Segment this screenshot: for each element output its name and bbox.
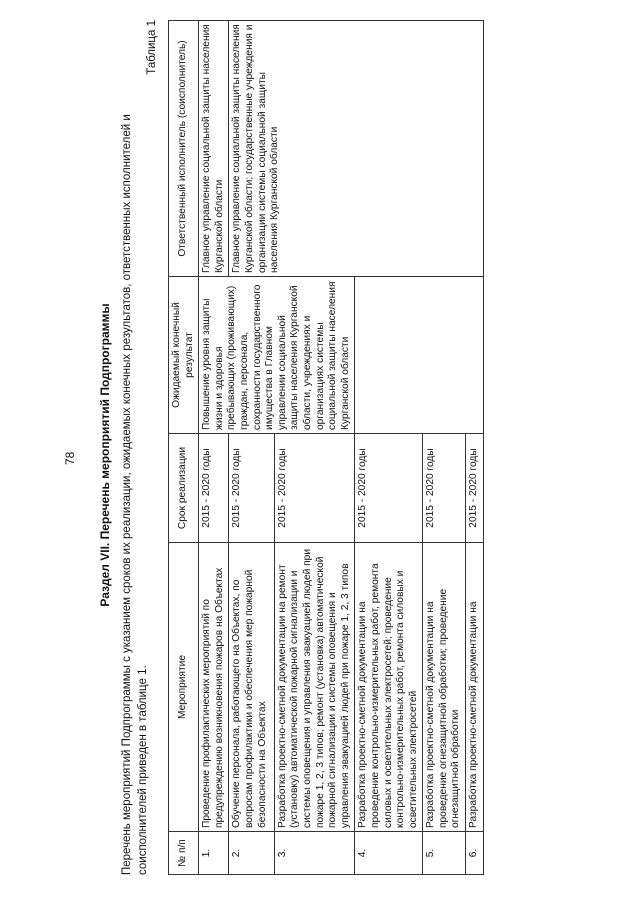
row-num: 3. — [274, 832, 355, 875]
row-num: 4. — [355, 832, 423, 875]
intro-paragraph: Перечень мероприятий Подпрограммы с указанием сроков их реализации, ожидаемых конечных результатов, ответственных исполнителей и соисполнителей приведен в таблице 1. — [121, 114, 149, 875]
header-result: Ожидаемый конечный результат — [169, 277, 199, 434]
row-period: 2015 - 2020 годы — [199, 434, 229, 543]
page-number: 78 — [63, 451, 77, 465]
table-row — [229, 21, 274, 875]
section-title: Раздел VII. Перечень мероприятий Подпрограммы — [98, 303, 112, 607]
header-period: Срок реализации — [169, 434, 199, 543]
row-activity: Разработка проектно-сметной документации на ремонт (установку) автоматической пожарной сигнализации и системы оповещения и управления эвакуацией людей при пожаре 1, 2, 3 типов; ремонт (установка) автоматической пожарной сигнализации и системы оповещения и управления эвакуацией людей при пожаре 1, 2, 3 типов — [274, 543, 355, 832]
table-row — [199, 21, 229, 875]
row-activity: Проведение профилактических мероприятий по предупреждению возникновения пожаров на Объектах — [199, 543, 229, 832]
table-header-row — [169, 21, 199, 875]
row-num: 6. — [466, 832, 484, 875]
header-activity: Мероприятие — [169, 543, 199, 832]
table-label: Таблица 1 — [146, 20, 158, 75]
row-activity: Разработка проектно-сметной документации на проведение огнезащитной обработки; проведение огнезащитной обработки — [423, 543, 466, 832]
row-activity: Обучение персонала, работающего на Объектах, по вопросам профилактики и обеспечения мер пожарной безопасности на Объектах — [229, 543, 274, 832]
row-activity: Разработка проектно-сметной документации на — [466, 543, 484, 832]
header-num: № п/п — [169, 832, 199, 875]
row-num: 5. — [423, 832, 466, 875]
row-period: 2015 - 2020 годы — [229, 434, 274, 543]
row-executor: Главное управление социальной защиты населения Курганской области — [199, 21, 229, 277]
row-period: 2015 - 2020 годы — [355, 434, 423, 543]
row-executor: Главное управление социальной защиты населения Курганской области; государственные учреждения и организации системы социальной защиты населения Курганской области — [229, 21, 483, 277]
row-period: 2015 - 2020 годы — [274, 434, 355, 543]
row-result: Повышение уровня защиты жизни и здоровья пребывающих (проживающих) граждан, персонала, сохранности государственного имущества в Главном управлении социальной защиты населения Курганской области, учреждениях и организациях системы социальной защиты населения Курганской области — [199, 277, 355, 434]
row-period: 2015 - 2020 годы — [466, 434, 484, 543]
row-result-empty — [355, 277, 483, 434]
row-period: 2015 - 2020 годы — [423, 434, 466, 543]
row-num: 1. — [199, 832, 229, 875]
header-executor: Ответственный исполнитель (соисполнитель) — [169, 21, 199, 277]
row-activity: Разработка проектно-сметной документации на проведение контрольно-измерительных работ, ремонта силовых и осветительных электросетей; проведение контрольно-измерительных работ, ремонта силовых и осветительных электросетей — [355, 543, 423, 832]
row-num: 2. — [229, 832, 274, 875]
activities-table — [168, 20, 484, 875]
